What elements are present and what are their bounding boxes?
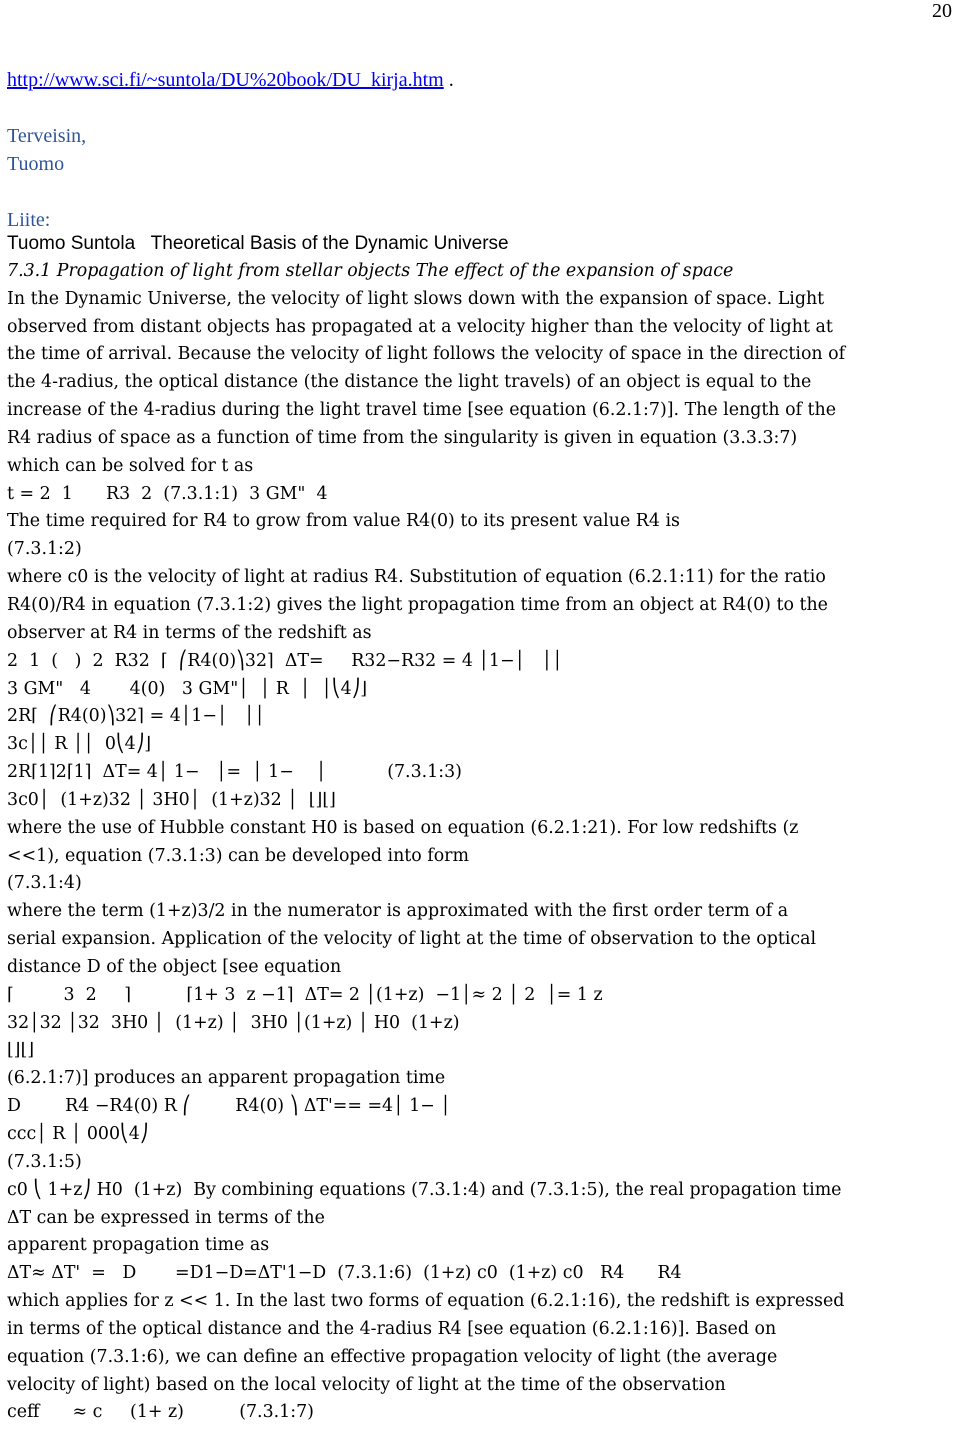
equation-line: ccc│ R │ 000⎝4⎠ [7,1124,149,1144]
text-line: c0 ⎝ 1+z⎠ H0 (1+z) By combining equations (7.3.1:4) and (7.3.1:5), the real propagation time [7,1179,842,1200]
text-line: in terms of the optical distance and the 4-radius R4 [see equation (6.2.1:16)]. Based on [7,1318,777,1339]
text-line: the time of arrival. Because the velocity of light follows the velocity of space in the direction of [7,344,846,365]
equation-line: 32│32 │32 3H0 │ (1+z) │ 3H0 │(1+z) │ H0 (1+z) [7,1012,460,1033]
doc-title: Tuomo Suntola Theoretical Basis of the Dynamic Universe [7,233,509,254]
equation-line: t = 2 1 R3 2 (7.3.1:1) 3 GM" 4 [7,483,328,504]
equation-line: ⌊⌋⌊⌋ [7,1040,35,1061]
text-line: observed from distant objects has propagated at a velocity higher than the velocity of light at [7,316,833,337]
text-line: R4 radius of space as a function of time from the singularity is given in equation (3.3.3:7) [7,427,798,448]
equation-line: 3 GM" 4 4(0) 3 GM"│ │ R │ │⎝4⎠⌋ [7,678,368,699]
text-line: where the term (1+z)3/2 in the numerator is approximated with the first order term of a [7,901,789,922]
text-line: <<1), equation (7.3.1:3) can be developed into form [7,845,469,866]
text-line: In the Dynamic Universe, the velocity of light slows down with the expansion of space. Light [7,288,825,309]
equation-line: ⌈ 3 2 ⌉ ⌈1+ 3 z −1⌉ ΔT= 2 │(1+z) −1│≈ 2 │ 2 │= 1 z [7,984,603,1005]
equation-line: D R4 −R4(0) R ⎛ R4(0) ⎞ ΔT'== =4│ 1− │ [7,1096,451,1117]
text-line: where c0 is the velocity of light at radius R4. Substitution of equation (6.2.1:11) for the ratio [7,567,826,588]
document-body [7,230,957,1427]
email-header [7,66,454,234]
equation-line: 2R⌈1⌉2⌈1⌉ ΔT= 4│ 1− │= │ 1− │ (7.3.1:3) [7,762,462,783]
text-line: distance D of the object [see equation [7,956,342,977]
source-link[interactable]: http://www.sci.fi/~suntola/DU%20book/DU_kirja.htm [7,69,444,91]
text-line: equation (7.3.1:6), we can define an effective propagation velocity of light (the average [7,1346,778,1367]
equation-line: ceff ≈ c (1+ z) (7.3.1:7) [7,1402,314,1423]
text-line: which applies for z << 1. In the last two forms of equation (6.2.1:16), the redshift is expressed [7,1291,845,1312]
equation-label: (7.3.1:4) [7,873,82,894]
source-link-line [7,66,454,94]
text-line: R4(0)/R4 in equation (7.3.1:2) gives the light propagation time from an object at R4(0) to the [7,594,828,615]
equation-line: 2 1 ( ) 2 R32 ⌈ ⎛R4(0)⎞32⌉ ΔT= R32−R32 = 4 │1−│ ││ [7,650,563,671]
text-line: The time required for R4 to grow from value R4(0) to its present value R4 is [7,511,680,532]
equation-label: (7.3.1:5) [7,1151,82,1172]
equation-line: 3c││ R ││ 0⎝4⎠⌋ [7,734,152,755]
section-heading: 7.3.1 Propagation of light from stellar objects The effect of the expansion of space [7,260,734,281]
text-line: ΔT can be expressed in terms of the [7,1207,325,1228]
attachment-label: Liite: [7,209,51,231]
text-line: the 4-radius, the optical distance (the distance the light travels) of an object is equal to the [7,372,812,393]
text-line: serial expansion. Application of the velocity of light at the time of observation to the optical [7,929,817,950]
signature: Tuomo [7,153,65,175]
link-suffix: . [443,69,454,91]
text-line: which can be solved for t as [7,455,254,476]
text-line: where the use of Hubble constant H0 is based on equation (6.2.1:21). For low redshifts (z [7,817,799,838]
text-line: apparent propagation time as [7,1235,270,1256]
text-line: (6.2.1:7)] produces an apparent propagation time [7,1068,446,1089]
equation-line: 3c0│ (1+z)32 │ 3H0│ (1+z)32 │ ⌊⌋⌊⌋ [7,789,336,810]
equation-line: ΔT≈ ΔT' = D =D1−D=ΔT'1−D (7.3.1:6) (1+z) c0 (1+z) c0 R4 R4 [7,1263,682,1284]
equation-line: 2R⌈ ⎛R4(0)⎞32⌉ = 4│1−│ ││ [7,706,265,727]
greeting: Terveisin, [7,125,87,147]
text-line: velocity of light) based on the local velocity of light at the time of the observation [7,1374,726,1395]
text-line: observer at R4 in terms of the redshift as [7,622,372,643]
equation-label: (7.3.1:2) [7,539,82,560]
text-line: increase of the 4-radius during the light travel time [see equation (6.2.1:7)]. The length of the [7,400,837,421]
page-number: 20 [932,0,952,22]
